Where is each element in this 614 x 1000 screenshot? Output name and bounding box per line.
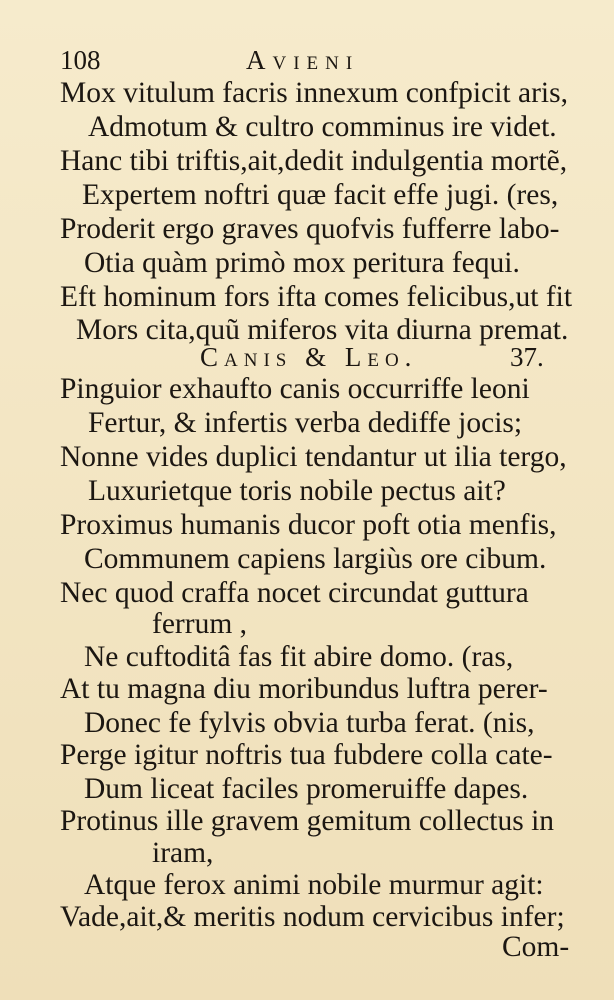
verse-line: Eft hominum fors ifta comes felicibus,ut fit xyxy=(60,281,573,313)
catchword: Com- xyxy=(502,931,570,963)
verse-line: Expertem noftri quæ facit effe jugi. (res, xyxy=(82,179,559,211)
fable-title: Canis & Leo. xyxy=(200,342,418,372)
page-number: 108 xyxy=(60,45,101,75)
verse-line: Luxurietque toris nobile pectus ait? xyxy=(88,475,506,507)
verse-line: Mors cita,quũ miferos vita diurna premat. xyxy=(76,314,569,346)
verse-line: Protinus ille gravem gemitum collectus in xyxy=(60,805,555,837)
verse-line: Otia quàm primò mox peritura fequi. xyxy=(84,247,520,279)
page-header xyxy=(60,40,580,80)
verse-line: Communem capiens largiùs ore cibum. xyxy=(84,543,547,575)
verse-line: Perge igitur noftris tua fubdere colla cate- xyxy=(60,739,553,771)
verse-line: Proderit ergo graves quofvis fufferre labo- xyxy=(60,213,560,245)
verse-line: Ne cuftoditâ fas fit abire domo. (ras, xyxy=(84,641,514,673)
verse-line: iram, xyxy=(152,837,214,869)
verse-line: Atque ferox animi nobile murmur agit: xyxy=(84,869,544,901)
verse-line: Pinguior exhaufto canis occurriffe leoni xyxy=(60,373,530,405)
running-title: Avieni xyxy=(246,45,360,75)
verse-line: Fertur, & infertis verba dediffe jocis; xyxy=(88,407,523,439)
verse-line: At tu magna diu moribundus luftra perer- xyxy=(60,673,548,705)
verse-line: ferrum , xyxy=(152,608,248,640)
verse-line: Nec quod craffa nocet circundat guttura xyxy=(60,577,529,609)
verse-line: Vade,ait,& meritis nodum cervicibus infer; xyxy=(60,901,565,933)
verse-line: Admotum & cultro comminus ire videt. xyxy=(88,111,557,143)
fable-number: 37. xyxy=(510,342,544,372)
fable-heading xyxy=(60,340,580,374)
verse-line: Donec fe fylvis obvia turba ferat. (nis, xyxy=(84,707,535,739)
verse-line: Mox vitulum facris innexum confpicit aris, xyxy=(60,77,568,109)
verse-line: Proximus humanis ducor poft otia menfis, xyxy=(60,509,557,541)
verse-line: Dum liceat faciles promeruiffe dapes. xyxy=(84,773,529,805)
verse-line: Nonne vides duplici tendantur ut ilia tergo, xyxy=(60,441,567,473)
verse-line: Hanc tibi triftis,ait,dedit indulgentia mortẽ, xyxy=(60,145,568,177)
